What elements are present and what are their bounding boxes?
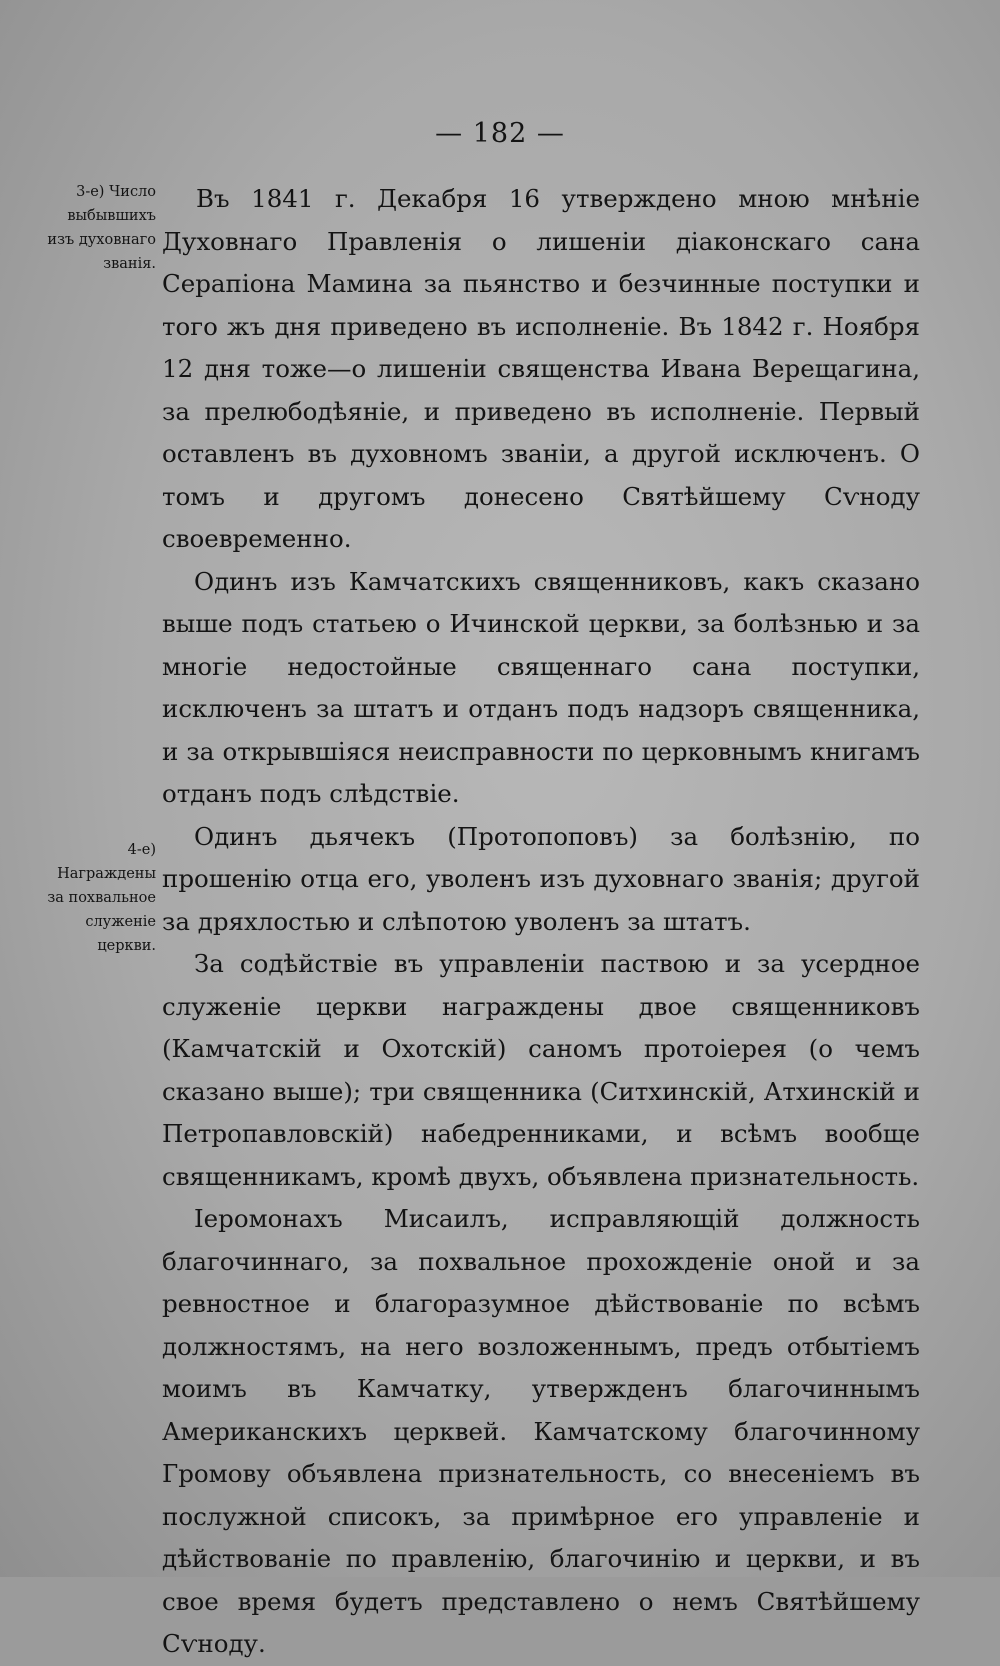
page-number: — 182 — [435, 118, 565, 149]
paragraph: Въ 1841 г. Декабря 16 утверждено мною мнѣніе Духовнаго Правленія о лишеніи діаконскаго сана Серапіона Мамина за пьянство и безчинные поступки и того жъ дня приведено въ исполненіе. Въ 1842 г. Ноября 12 дня тоже—о лишеніи священства Ивана Верещагина, за прелюбодѣяніе, и приведено въ исполненіе. Первый оставленъ въ духовномъ званіи, а другой исключенъ. О томъ и другомъ донесено Святѣйшему Сѵноду своевременно. [162, 184, 920, 553]
paragraph: За содѣйствіе въ управленіи паствою и за усердное служеніе церкви награждены двое священниковъ (Камчатскій и Охотскій) саномъ протоіерея (о чемъ сказано выше); три священника (Ситхинскій, Атхинскій и Петропавловскій) набедренниками, и всѣмъ вообще священникамъ, кромѣ двухъ, объявлена признательность. [162, 949, 920, 1191]
margin-note-awards: 4-е) Награждены за похвальное служеніе церкви. [47, 842, 156, 954]
main-text [162, 178, 920, 1666]
paragraph: Одинъ изъ Камчатскихъ священниковъ, какъ сказано выше подъ статьею о Ичинской церкви, за болѣзнью и за многіе недостойные священнаго сана поступки, исключенъ за штатъ и отданъ подъ надзоръ священника, и за открывшіяся неисправности по церковнымъ книгамъ отданъ подъ слѣдствіе. [162, 566, 920, 808]
paragraph: Одинъ дьячекъ (Протопоповъ) за болѣзнію, по прошенію отца его, уволенъ изъ духовнаго званія; другой за дряхлостью и слѣпотою уволенъ за штатъ. [162, 821, 920, 936]
margin-note-dropouts: 3-е) Число выбывшихъ изъ духовнаго званія. [47, 184, 156, 272]
paragraph: Іеромонахъ Мисаилъ, исправляющій должность благочиннаго, за похвальное прохожденіе оной и за ревностное и благоразумное дѣйствованіе по всѣмъ должностямъ, на него возложеннымъ, предъ отбытіемъ моимъ въ Камчатку, утвержденъ благочиннымъ Американскихъ церквей. Камчатскому благочинному Громову объявлена признательность, со внесеніемъ въ послужной списокъ, за примѣрное его управленіе и дѣйствованіе по правленію, благочинію и церкви, и въ свое время будетъ представлено о немъ Святѣйшему Сѵноду. [162, 1204, 920, 1658]
